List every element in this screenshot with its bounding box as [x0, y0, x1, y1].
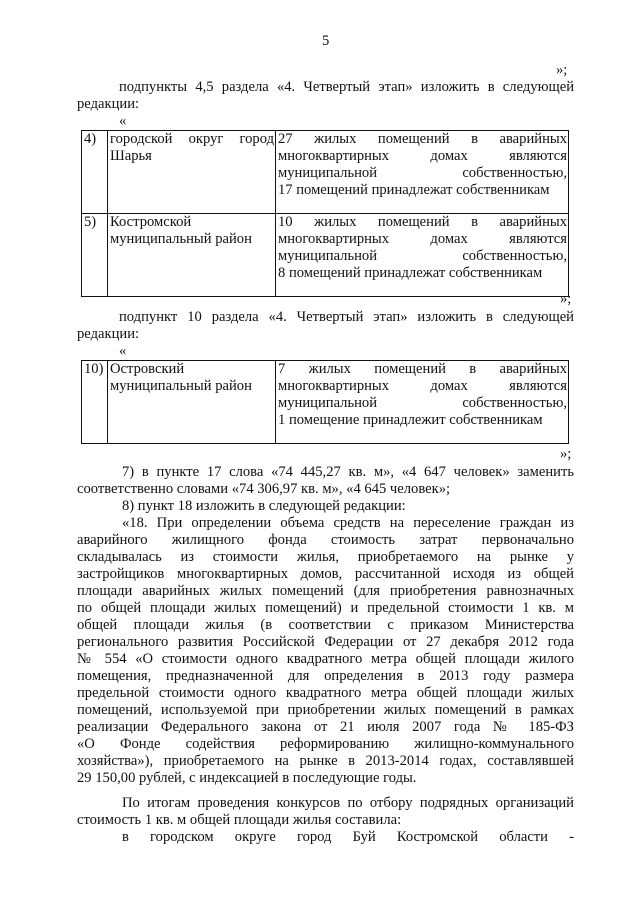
municipality-name: городской округ город Шарья — [108, 131, 276, 214]
table-row — [82, 361, 569, 444]
opening-quote: « — [119, 113, 127, 129]
paragraph-line: «О Фонде содействия реформированию жилищно-коммунального — [77, 736, 574, 752]
paragraph-line: 8) пункт 18 изложить в следующей редакции: — [122, 498, 406, 514]
paragraph-line: помещений, используемой при приобретении жилых помещений в рамках — [77, 702, 574, 718]
paragraph-line: по общей площади жилых помещений) и предельной стоимости 1 кв. м — [77, 600, 574, 616]
paragraph-line: редакции: — [77, 326, 140, 342]
paragraph-line: редакции: — [77, 96, 140, 112]
row-number: 10) — [82, 361, 108, 444]
paragraph-line: аварийного жилищного фонда стоимость затрат первоначально — [77, 532, 574, 548]
paragraph-line: площади аварийных жилых помещений (для приобретения равнозначных — [77, 583, 574, 599]
paragraph-line: «18. При определении объема средств на переселение граждан из — [122, 515, 574, 531]
page-number: 5 — [322, 33, 330, 49]
paragraph-line: подпункты 4,5 раздела «4. Четвертый этап» изложить в следующей — [119, 79, 574, 95]
municipality-name: Костромской муниципальный район — [108, 214, 276, 297]
closing-quote: »; — [560, 291, 572, 307]
paragraph-line: стоимость 1 кв. м общей площади жилья составила: — [77, 812, 402, 828]
paragraph-line: предельной стоимости одного квадратного метра общей площади жилых — [77, 685, 574, 701]
housing-description: 7 жилых помещений в аварийных многоквартирных домах являются муниципальной собственностью, 1 помещение принадлежит собственникам — [276, 361, 569, 444]
row-number: 5) — [82, 214, 108, 297]
municipality-name: Островский муниципальный район — [108, 361, 276, 444]
opening-quote: « — [119, 343, 127, 359]
closing-quote: »; — [556, 62, 568, 78]
row-number: 4) — [82, 131, 108, 214]
paragraph-line: соответственно словами «74 306,97 кв. м», «4 645 человек»; — [77, 481, 451, 497]
paragraph-line: застройщиков многоквартирных домов, рассчитанной исходя из общей — [77, 566, 574, 582]
paragraph-line: в городском округе город Буй Костромской области - — [122, 829, 574, 845]
paragraph-line: складывалась из стоимости жилья, приобретаемого на рынке у — [77, 549, 574, 565]
closing-quote: »; — [560, 446, 572, 462]
table-row — [82, 131, 569, 214]
paragraph-line: регионального развития Российской Федерации от 27 декабря 2012 года — [77, 634, 574, 650]
housing-description: 10 жилых помещений в аварийных многоквартирных домах являются муниципальной собственностью, 8 помещений принадлежат собственникам — [276, 214, 569, 297]
paragraph-line: 7) в пункте 17 слова «74 445,27 кв. м», «4 647 человек» заменить — [122, 464, 574, 480]
paragraph-line: хозяйства»), приобретаемого на рынке в 2013-2014 годах, составлявшей — [77, 753, 574, 769]
housing-description: 27 жилых помещений в аварийных многоквартирных домах являются муниципальной собственностью, 17 помещений принадлежат собственникам — [276, 131, 569, 214]
paragraph-line: По итогам проведения конкурсов по отбору подрядных организаций — [122, 795, 574, 811]
paragraph-line: реализации Федерального закона от 21 июля 2007 года № 185-ФЗ — [77, 719, 574, 735]
municipalities-table-2 — [81, 360, 569, 444]
municipalities-table-1 — [81, 130, 569, 297]
paragraph-line: общей площади жилья (в соответствии с приказом Министерства — [77, 617, 574, 633]
paragraph-line: подпункт 10 раздела «4. Четвертый этап» изложить в следующей — [119, 309, 574, 325]
paragraph-line: № 554 «О стоимости одного квадратного метра общей площади жилого — [77, 651, 574, 667]
paragraph-line: помещения, предназначенной для определения в 2013 году размера — [77, 668, 574, 684]
paragraph-line: 29 150,00 рублей, с индексацией в последующие годы. — [77, 770, 417, 786]
table-row — [82, 214, 569, 297]
